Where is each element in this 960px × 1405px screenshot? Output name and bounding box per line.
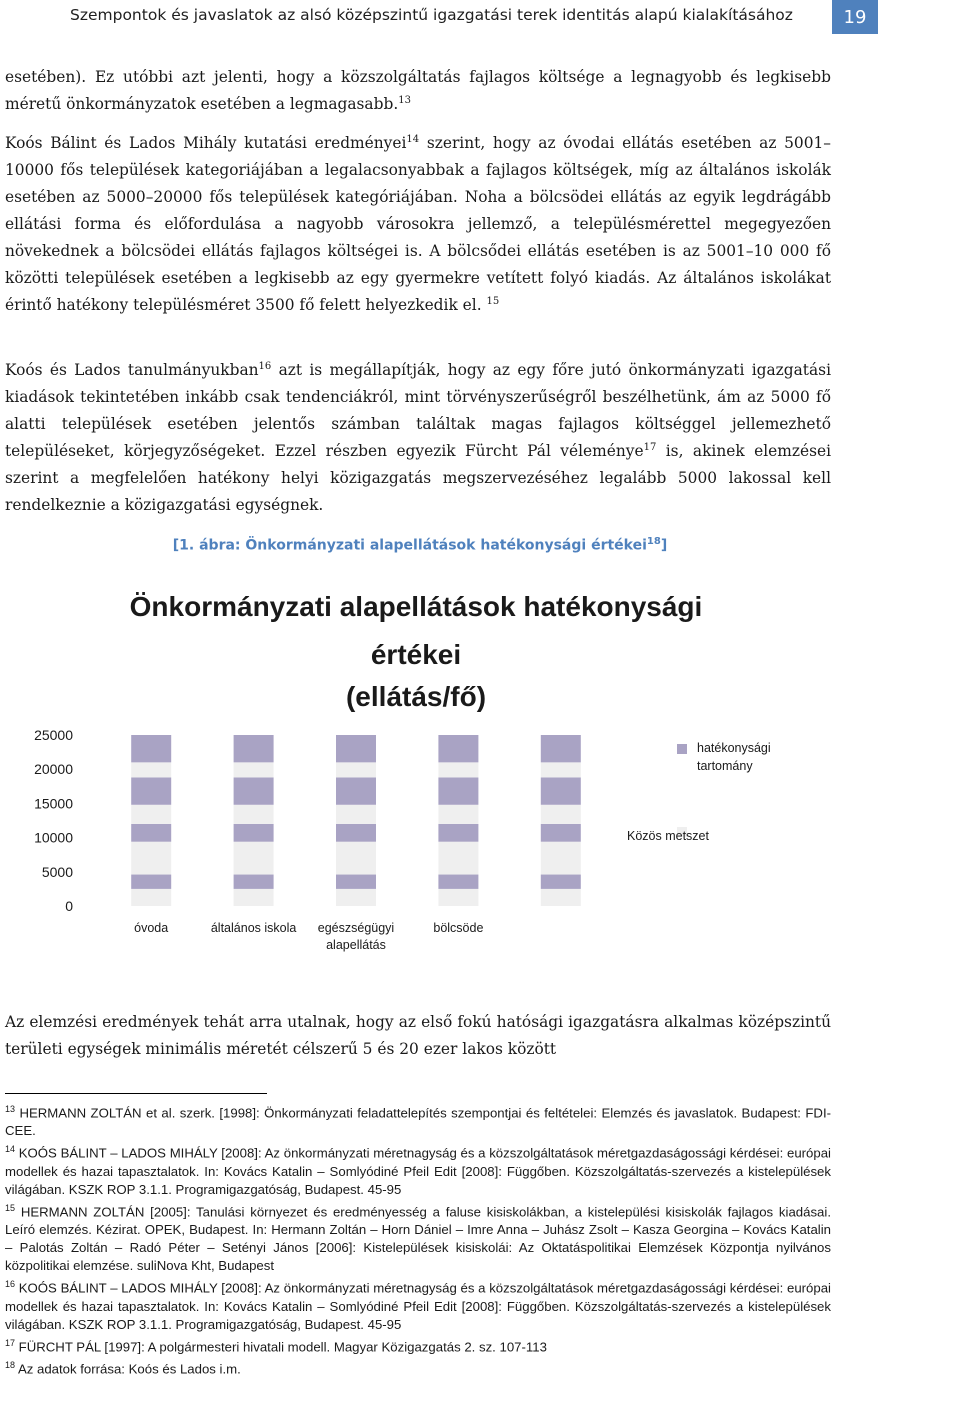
- bar-band-segment: [336, 875, 376, 889]
- footnote-ref[interactable]: 18: [646, 536, 661, 547]
- paragraph-text: azt is megállapítják, hogy az egy főre jutó önkormányzati igazgatási kiadások tekintetében inkább csak tendenciákról, mint törvényszerűségről beszélhetünk, ám az 5000 fő alatti települések esetében jelentős számban találtak magas fajlagos költséggel jellemezhető településeket, körjegyzőségeket. Ezzel részben egyezik Fürcht Pál véleménye: [5, 361, 831, 460]
- footnote-text: HERMANN ZOLTÁN et al. szerk. [1998]: Önkormányzati feladattelepítés szempontjai és feltételei: Elemzés és javaslatok. Budapest: FDI-CEE.: [5, 1105, 831, 1139]
- y-tick-label: 25000: [34, 727, 73, 743]
- bar-overlap-segment: [336, 805, 376, 824]
- bar-overlap-segment: [131, 889, 171, 906]
- page-number: 19: [832, 0, 878, 34]
- x-category-label: általános iskola: [210, 921, 297, 935]
- footnote-ref[interactable]: 14: [406, 133, 420, 145]
- caption-text: [1. ábra: Önkormányzati alapellátások hatékonysági értékei: [172, 537, 647, 554]
- y-tick-label: 10000: [34, 829, 73, 846]
- bar-band-segment: [541, 735, 581, 762]
- x-category-label: alapellátás: [326, 938, 386, 952]
- footnote-number: 16: [5, 1279, 16, 1290]
- bar-overlap-segment: [131, 805, 171, 824]
- footnote-number: 15: [5, 1202, 16, 1213]
- bar-band-segment: [438, 824, 478, 842]
- footnote-17: [5, 1334, 831, 1356]
- bar-overlap-segment: [541, 762, 581, 777]
- chart-title-line: értékei: [370, 639, 462, 670]
- bar-band-segment: [438, 777, 478, 804]
- bar-overlap-segment: [438, 762, 478, 777]
- bar-overlap-segment: [234, 805, 274, 824]
- legend-label: Közös metszet: [627, 829, 709, 843]
- legend-label: tartomány: [697, 759, 753, 773]
- figure-caption: [0, 536, 840, 554]
- footnote-15: [5, 1199, 831, 1275]
- paragraph-text: is, akinek elemzései szerint a megfelelően hatékony helyi közigazgatás megszervezéséhez legalább 5000 lakossal kell rendelkeznie a közigazgatási egységnek.: [5, 442, 831, 514]
- bar-overlap-segment: [438, 889, 478, 906]
- bar-band-segment: [438, 875, 478, 889]
- page-header: [0, 0, 960, 34]
- caption-close: ]: [660, 537, 668, 554]
- bar-overlap-segment: [234, 842, 274, 875]
- footnote-ref[interactable]: 15: [486, 295, 500, 307]
- bar-overlap-segment: [541, 805, 581, 824]
- x-category-label: egészségügyi: [317, 921, 395, 935]
- footnote-number: 17: [5, 1337, 16, 1348]
- bar-band-segment: [234, 824, 274, 842]
- x-category-label: óvoda: [134, 921, 169, 935]
- footnote-number: 18: [5, 1359, 16, 1370]
- footnote-text: HERMANN ZOLTÁN [2005]: Tanulási környezet és eredményesség a faluse kisiskolákban, a kistelepülési kisiskolák fajlagos kiadásai. Leíró elemzés. Kézirat. OPEK, Budapest. In: Hermann Zoltán – Horn Dániel – Imre Anna – Juhász Zsolt – Kasza Georgina – Kovács Katalin – Palotás Zoltán – Radó Péter – Setényi János [2006]: Kistelepülések kisiskolái: Az Oktatáspolitikai Elemzések Központja nyilvános közpolitikai elemzése. suliNova Kht, Budapest: [5, 1204, 831, 1274]
- footnote-18: [5, 1356, 831, 1378]
- bar-overlap-segment: [234, 762, 274, 777]
- running-title: Szempontok és javaslatok az alsó középszintű igazgatási terek identitás alapú kialakításához: [70, 6, 793, 24]
- paragraph-3: [5, 357, 831, 519]
- x-category-label: bölcsöde: [433, 921, 484, 935]
- bar-overlap-segment: [541, 889, 581, 906]
- legend-swatch-band: [677, 744, 687, 754]
- bar-overlap-segment: [234, 889, 274, 906]
- footnote-ref[interactable]: 17: [643, 441, 657, 453]
- bar-band-segment: [336, 777, 376, 804]
- y-tick-label: 0: [65, 898, 73, 914]
- paragraph-1: [5, 64, 831, 118]
- chart-title-line: (ellátás/fő): [345, 681, 487, 712]
- paragraph-text: Koós Bálint és Lados Mihály kutatási eredményei: [5, 134, 407, 152]
- footnote-separator: [5, 1093, 267, 1094]
- bar-overlap-segment: [336, 842, 376, 875]
- paragraph-2: [5, 130, 831, 319]
- bar-overlap-segment: [131, 842, 171, 875]
- footnote-text: Az adatok forrása: Koós és Lados i.m.: [15, 1361, 241, 1377]
- bar-overlap-segment: [438, 805, 478, 824]
- bar-band-segment: [336, 824, 376, 842]
- bar-band-segment: [131, 824, 171, 842]
- paragraph-text: Az elemzési eredmények tehát arra utalnak, hogy az első fokú hatósági igazgatásra alkalmas középszintű területi egységek minimális méretét célszerű 5 és 20 ezer lakos között: [5, 1013, 831, 1058]
- footnote-text: KOÓS BÁLINT – LADOS MIHÁLY [2008]: Az önkormányzati méretnagyság és a közszolgáltatások méretgazdaságossági kérdései: európai modellek és hazai tapasztalatok. In: Kovács Katalin – Somlyódiné Pfeil Edit [2008]: Függőben. Közszolgáltatás-szervezés a kistelepülések világában. KSZK ROP 3.1.1. Programigazgatóság, Budapest. 45-95: [5, 1280, 831, 1332]
- bar-band-segment: [131, 777, 171, 804]
- bar-overlap-segment: [336, 762, 376, 777]
- footnote-14: [5, 1140, 831, 1198]
- paragraph-4: [5, 1009, 831, 1063]
- bar-band-segment: [234, 735, 274, 762]
- bar-band-segment: [234, 777, 274, 804]
- paragraph-text: esetében). Ez utóbbi azt jelenti, hogy a közszolgáltatás fajlagos költsége a legnagyobb és legkisebb méretű önkormányzatok esetében a legmagasabb.: [5, 68, 831, 113]
- bar-band-segment: [541, 824, 581, 842]
- bar-overlap-segment: [131, 762, 171, 777]
- footnote-number: 13: [5, 1104, 16, 1114]
- paragraph-text: szerint, hogy az óvodai ellátás esetében az 5001–10000 fős települések kategoriájában a legalacsonyabbak a fajlagos költségek, míg az általános iskolák esetében az 5000–20000 fős települések kategóriájában. Noha a bölcsödei ellátás az egyik legdrágább ellátási forma és előfordulása a nagyobb városokra jellemző, a településmérettel megegyezően növekednek a bölcsödei ellátás fajlagos költségei is. A bölcsődei ellátás esetében is az 5001–10 000 fő közötti települések esetében a legkisebb az egy gyermekre vetített folyó kiadás. Az általános iskolákat érintő hatékony településméret 3500 fő felett helyezkedik el.: [5, 134, 831, 314]
- bar-overlap-segment: [336, 889, 376, 906]
- bar-band-segment: [234, 875, 274, 889]
- bar-band-segment: [131, 875, 171, 889]
- efficiency-chart: [34, 578, 800, 958]
- bar-band-segment: [131, 735, 171, 762]
- footnote-16: [5, 1275, 831, 1333]
- bar-band-segment: [336, 735, 376, 762]
- footnote-text: FÜRCHT PÁL [1997]: A polgármesteri hivatali modell. Magyar Közigazgatás 2. sz. 107-113: [15, 1338, 547, 1354]
- y-tick-label: 5000: [41, 863, 73, 880]
- bar-band-segment: [438, 735, 478, 762]
- footnotes: [5, 1100, 831, 1378]
- bar-band-segment: [541, 875, 581, 889]
- paragraph-text: Koós és Lados tanulmányukban: [5, 361, 259, 379]
- legend-label: hatékonysági: [697, 741, 771, 755]
- y-tick-label: 15000: [34, 795, 73, 812]
- footnote-ref[interactable]: 16: [258, 360, 272, 372]
- bar-overlap-segment: [438, 842, 478, 875]
- footnote-text: KOÓS BÁLINT – LADOS MIHÁLY [2008]: Az önkormányzati méretnagyság és a közszolgáltatások méretgazdaságossági kérdései: európai modellek és hazai tapasztalatok. In: Kovács Katalin – Somlyódiné Pfeil Edit [2008]: Függőben. Közszolgáltatás-szervezés a kistelepülések világában. KSZK ROP 3.1.1. Programigazgatóság, Budapest. 45-95: [5, 1145, 831, 1197]
- bar-band-segment: [541, 777, 581, 804]
- y-tick-label: 20000: [34, 761, 73, 778]
- bar-overlap-segment: [541, 842, 581, 875]
- footnote-ref[interactable]: 13: [398, 94, 411, 106]
- footnote-13: [5, 1100, 831, 1140]
- footnote-number: 14: [5, 1144, 16, 1155]
- chart-title-line: Önkormányzati alapellátások hatékonysági: [129, 591, 703, 622]
